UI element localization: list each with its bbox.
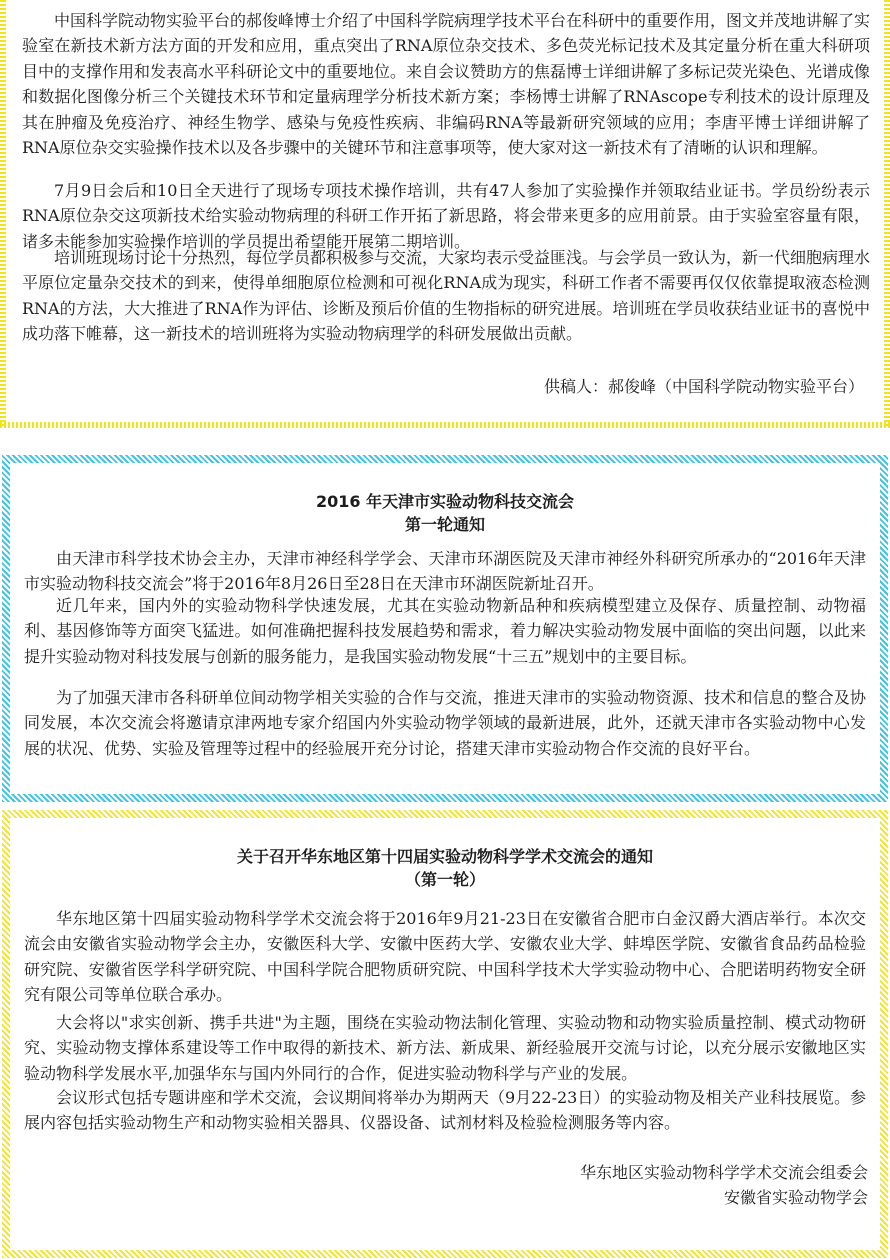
organizer-signature: 安徽省实验动物学会 [723, 1188, 868, 1207]
paragraph: 会议形式包括专题讲座和学术交流，会议期间将举办为期两天（9月22-23日）的实验动物及相关产业科技展览。参展内容包括实验动物生产和动物实验相关器具、仪器设备、试剂材料及检验检测服务等内容。 [24, 1088, 866, 1133]
notice-title: 2016 年天津市实验动物科技交流会 [315, 492, 575, 511]
dotted-border-bottom [0, 422, 890, 428]
east-china-notice-section [2, 810, 888, 1258]
notice-subtitle: （第一轮） [404, 870, 485, 889]
paragraph: 近几年来，国内外的实验动物科学快速发展，尤其在实验动物新品种和疾病模型建立及保存、质量控制、动物福利、基因修饰等方面突飞猛进。如何准确把握科技发展趋势和需求，着力解决实验动物发展中面临的突出问题，以此来提升实验动物对科技发展与创新的服务能力，是我国实验动物发展“十三五”规划中的主要目标。 [24, 596, 866, 666]
article-continuation-section [0, 0, 890, 428]
paragraph: 为了加强天津市各科研单位间动物学相关实验的合作与交流，推进天津市的实验动物资源、技术和信息的整合及协同发展，本次交流会将邀请京津两地专家介绍国内外实验动物学领域的最新进展，此外，还就天津市各实验动物中心发展的状况、优势、实验及管理等过程中的经验展开充分讨论，搭建天津市实验动物合作交流的良好平台。 [24, 688, 866, 758]
notice-subtitle: 第一轮通知 [404, 515, 485, 534]
organizer-signature: 华东地区实验动物科学学术交流会组委会 [579, 1163, 868, 1182]
tianjin-notice-section [2, 455, 888, 802]
paragraph: 7月9日会后和10日全天进行了现场专项技术操作培训，共有47人参加了实验操作并领取结业证书。学员纷纷表示RNA原位杂交这项新技术给实验动物病理的科研工作开拓了新思路，将会带来更多的应用前景。由于实验室容量有限，诸多未能参加实验操作培训的学员提出希望能开展第二期培训。 [22, 181, 870, 251]
paragraph: 由天津市科学技术协会主办，天津市神经科学学会、天津市环湖医院及天津市神经外科研究所承办的“2016年天津市实验动物科技交流会”将于2016年8月26日至28日在天津市环湖医院新址召开。 [24, 549, 866, 594]
paragraph: 大会将以"求实创新、携手共进"为主题，围绕在实验动物法制化管理、实验动物和动物实验质量控制、模式动物研究、实验动物支撑体系建设等工作中取得的新技术、新方法、新成果、新经验展开交流与讨论，以充分展示安徽地区实验动物科学发展水平,加强华东与国内外同行的合作，促进实验动物科学与产业的发展。 [24, 1013, 866, 1083]
paragraph: 中国科学院动物实验平台的郝俊峰博士介绍了中国科学院病理学技术平台在科研中的重要作用，图文并茂地讲解了实验室在新技术新方法方面的开发和应用，重点突出了RNA原位杂交技术、多色荧光标记技术及其定量分析在重大科研项目中的支撑作用和发表高水平科研论文中的重要地位。来自会议赞助方的焦磊博士详细讲解了多标记荧光染色、光谱成像和数据化图像分析三个关键技术环节和定量病理学分析技术新方案；李杨博士讲解了RNAscope专利技术的设计原理及其在肿瘤及免疫治疗、神经生物学、感染与免疫性疾病、非编码RNA等最新研究领域的应用；李唐平博士详细讲解了RNA原位杂交实验操作技术以及各步骤中的关键环节和注意事项等，使大家对这一新技术有了清晰的认识和理解。 [22, 11, 871, 158]
dotted-border-left [0, 0, 6, 428]
paragraph: 华东地区第十四届实验动物科学学术交流会将于2016年9月21-23日在安徽省合肥市白金汉爵大酒店举行。本次交流会由安徽省实验动物学会主办，安徽医科大学、安徽中医药大学、安徽农业大学、蚌埠医学院、安徽省食品药品检验研究院、安徽省医学科学研究院、中国科学院合肥物质研究院、中国科学技术大学实验动物中心、合肥诺明药物安全研究有限公司等单位联合承办。 [24, 909, 866, 1005]
paragraph: 培训班现场讨论十分热烈，每位学员都积极参与交流，大家均表示受益匪浅。与会学员一致认为，新一代细胞病理水平原位定量杂交技术的到来，使得单细胞原位检测和可视化RNA成为现实，科研工作者不需要再仅仅依靠提取液态检测RNA的方法，大大推进了RNA作为评估、诊断及预后价值的生物指标的研究进展。培训班在学员收获结业证书的喜悦中成功落下帷幕，这一新技术的培训班将为实验动物病理学的科研发展做出贡献。 [22, 248, 871, 344]
dotted-border-right [884, 0, 890, 428]
contributor-signature: 供稿人：郝俊峰（中国科学院动物实验平台） [543, 377, 864, 396]
notice-title: 关于召开华东地区第十四届实验动物科学学术交流会的通知 [236, 847, 653, 866]
